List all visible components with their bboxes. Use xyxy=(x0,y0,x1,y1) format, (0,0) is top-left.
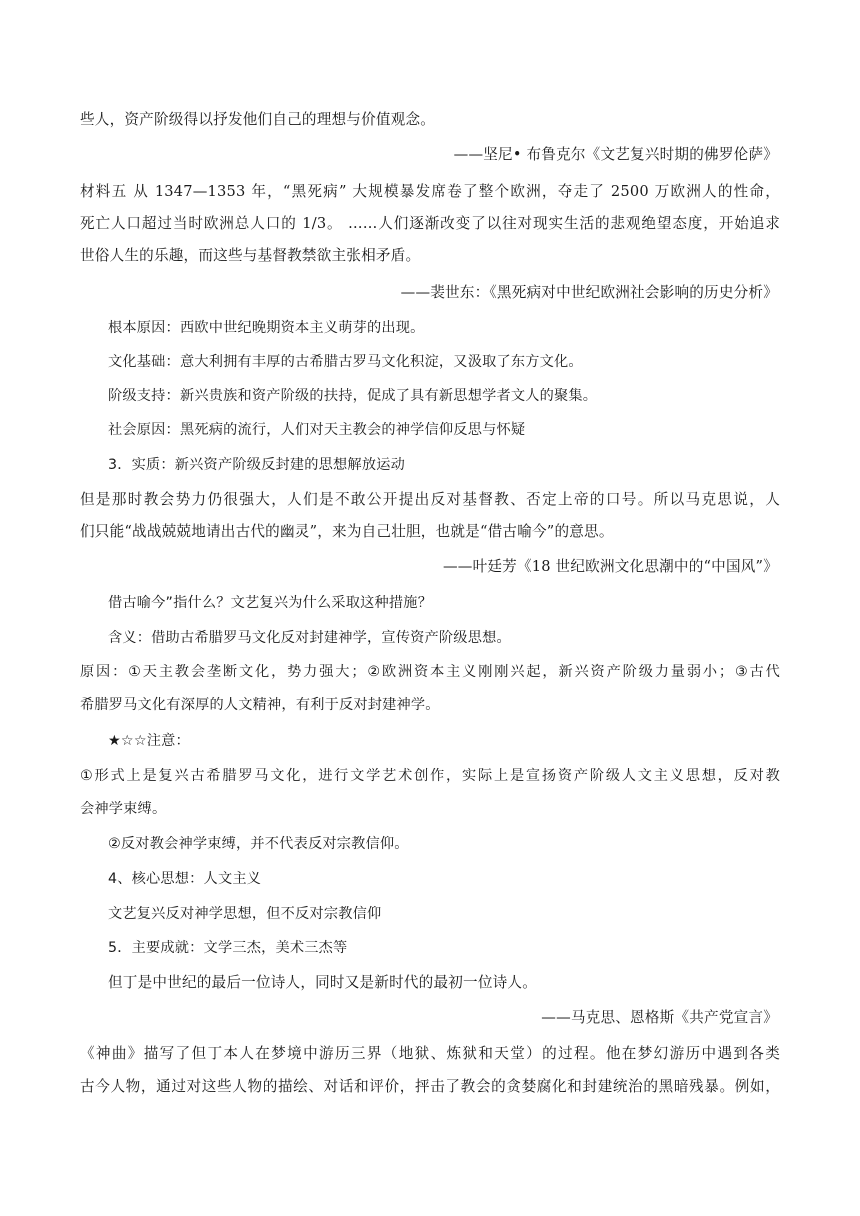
note-heading: ★☆☆注意： xyxy=(108,733,190,749)
material-text-line: 些人，资产阶级得以抒发他们自己的理想与价值观念。 xyxy=(80,111,436,128)
section-heading: 4、核心思想：人文主义 xyxy=(108,871,262,887)
body-text-line: 社会原因：黑死病的流行，人们对天主教会的神学信仰反思与怀疑 xyxy=(108,422,526,438)
citation-line: ——叶廷芳《18 世纪欧洲文化思潮中的“中国风”》 xyxy=(442,558,778,575)
answer-line: 含义：借助古希腊罗马文化反对封建神学，宣传资产阶级思想。 xyxy=(108,630,511,646)
material-text-line: 材料五 从 1347—1353 年，“黑死病” 大规模暴发席卷了整个欧洲，夺走了 2500 万欧洲人的性命， xyxy=(80,183,780,200)
material-text-line: 《神曲》描写了但丁本人在梦境中游历三界（地狱、炼狱和天堂）的过程。他在梦幻游历中遇到各类 xyxy=(80,1045,780,1062)
answer-line: 希腊罗马文化有深厚的人文精神，有利于反对封建神学。 xyxy=(80,697,440,713)
citation-line: ——裴世东：《黑死病对中世纪欧洲社会影响的历史分析》 xyxy=(400,284,778,301)
body-text-line: 阶级支持：新兴贵族和资产阶级的扶持，促成了具有新思想学者文人的聚集。 xyxy=(108,388,598,404)
note-line: ①形式上是复兴古希腊罗马文化，进行文学艺术创作，实际上是宣扬资产阶级人文主义思想，反对教 xyxy=(80,768,780,784)
material-text-line: 死亡人口超过当时欧洲总人口的 1/3。 ……人们逐渐改变了以往对现实生活的悲观绝望态度，开始追求 xyxy=(80,215,780,232)
body-text-line: 文艺复兴反对神学思想，但不反对宗教信仰 xyxy=(108,906,382,922)
material-text-line: 但是那时教会势力仍很强大，人们是不敢公开提出反对基督教、否定上帝的口号。所以马克思说，人 xyxy=(80,491,780,508)
answer-line: 原因：①天主教会垄断文化，势力强大；②欧洲资本主义刚刚兴起，新兴资产阶级力量弱小；③古代 xyxy=(80,664,780,680)
citation-line: ——马克思、恩格斯《共产党宣言》 xyxy=(541,1009,778,1026)
question-line: 借古喻今”指什么？文艺复兴为什么采取这种措施？ xyxy=(108,595,433,611)
section-heading: 5．主要成就：文学三杰，美术三杰等 xyxy=(108,940,348,956)
material-text-line: 古今人物，通过对这些人物的描绘、对话和评价，抨击了教会的贪婪腐化和封建统治的黑暗残暴。例如， xyxy=(80,1078,780,1095)
material-text-line: 世俗人生的乐趣，而这些与基督教禁欲主张相矛盾。 xyxy=(80,247,421,264)
note-line: ②反对教会神学束缚，并不代表反对宗教信仰。 xyxy=(108,836,409,852)
material-text-line: 们只能“战战兢兢地请出古代的幽灵”，来为自己壮胆，也就是“借古喻今”的意思。 xyxy=(80,523,614,540)
note-line: 会神学束缚。 xyxy=(80,801,167,817)
citation-line: ——坚尼• 布鲁克尔《文艺复兴时期的佛罗伦萨》 xyxy=(453,146,778,163)
section-heading: 3．实质：新兴资产阶级反封建的思想解放运动 xyxy=(108,457,405,473)
material-text-line: 但丁是中世纪的最后一位诗人，同时又是新时代的最初一位诗人。 xyxy=(108,974,538,991)
body-text-line: 根本原因：西欧中世纪晚期资本主义萌芽的出现。 xyxy=(108,320,425,336)
body-text-line: 文化基础：意大利拥有丰厚的古希腊古罗马文化积淀，又汲取了东方文化。 xyxy=(108,354,583,370)
